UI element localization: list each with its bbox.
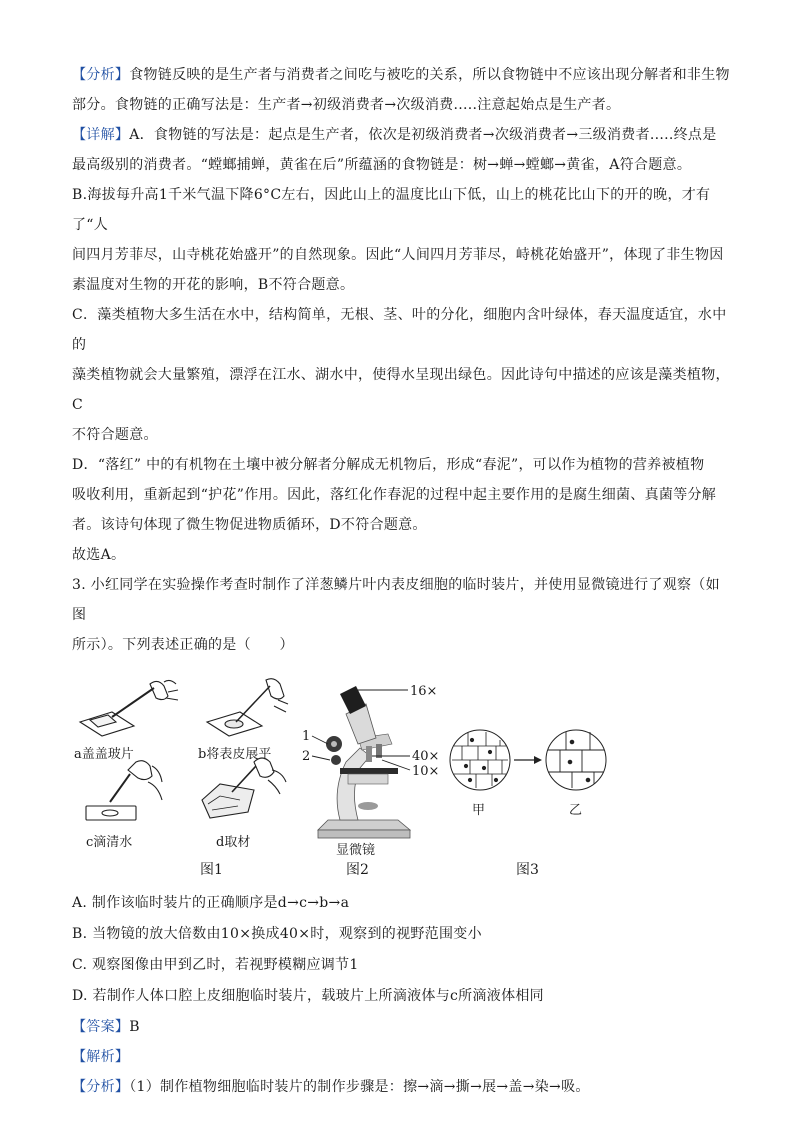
step-b-label: b将表皮展平: [198, 747, 272, 762]
detail-c-line-3: 不符合题意。: [72, 427, 158, 443]
detail-a-line-2: 最高级别的消费者。“螳螂捕蝉，黄雀在后”所蕴涵的食物链是：树→蝉→螳螂→黄雀，A符合题意。: [72, 157, 692, 173]
detail-a-line-1: [72, 120, 732, 150]
option-c: C. 观察图像由甲到乙时，若视野模糊应调节1: [72, 957, 359, 973]
conclusion-line: 故选A。: [72, 547, 126, 563]
question-3-stem-1: 3. 小红同学在实验操作考查时制作了洋葱鳞片叶内表皮细胞的临时装片，并使用显微镜进行了观察（如图: [72, 577, 720, 623]
fenxi-2-text: （1）制作植物细胞临时装片的制作步骤是：擦→滴→撕→展→盖→染→吸。: [129, 1079, 590, 1095]
xiangjie-a-1: A．食物链的写法是：起点是生产者，依次是初级消费者→次级消费者→三级消费者.....终点是: [129, 127, 717, 143]
detail-d-line-3: 者。该诗句体现了微生物促进物质循环，D不符合题意。: [72, 517, 427, 533]
detail-b-line-3: 素温度对生物的开花的影响，B不符合题意。: [72, 277, 355, 293]
detail-c-line-2: 藻类植物就会大量繁殖，漂浮在江水、湖水中，使得水呈现出绿色。因此诗句中描述的应该是藻类植物，C: [72, 367, 730, 413]
detail-b-line-1: B.海拔每升高1千米气温下降6°C左右，因此山上的温度比山下低，山上的桃花比山下的开的晚，才有了“人: [72, 187, 711, 233]
detail-b-line-2: 间四月芳菲尽，山寺桃花始盛开”的自然现象。因此“人间四月芳菲尽，峙桃花始盛开”，体现了非生物因: [72, 247, 724, 263]
option-a: A. 制作该临时装片的正确顺序是d→c→b→a: [72, 895, 350, 911]
figure-1-caption: 图1: [200, 862, 223, 878]
fenxi-tag: 【分析】: [72, 67, 130, 83]
detail-c-line-1: C．藻类植物大多生活在水中，结构简单，无根、茎、叶的分化，细胞内含叶绿体，春天温度适宜，水中的: [72, 307, 727, 353]
question-3-options: [72, 888, 732, 1012]
view-arrow-head: [534, 756, 542, 764]
eyepiece-magnification: 16×: [410, 684, 438, 699]
question-3-figures: [72, 674, 732, 886]
objective-40x: 40×: [412, 749, 440, 764]
step-a-label: a盖盖玻片: [74, 747, 134, 762]
step-c-label: c滴清水: [86, 835, 133, 850]
knob-label-2: 2: [302, 749, 311, 764]
figure-3-caption: 图3: [516, 862, 539, 878]
microscope-caption: 显微镜: [336, 843, 376, 858]
document-page: [72, 60, 732, 1102]
figure-2-caption: 图2: [346, 862, 369, 878]
fenxi-2-line: [72, 1072, 732, 1102]
objective-10x: 10×: [412, 764, 440, 779]
detail-d-line-2: 吸收利用，重新起到“护花”作用。因此，落红化作春泥的过程中起主要作用的是腐生细菌、真菌等分解: [72, 487, 717, 503]
question-3-stem-2: 所示）。下列表述正确的是（ ）: [72, 637, 294, 653]
answer-line: [72, 1012, 732, 1042]
xiangjie-tag: 【详解】: [72, 127, 130, 143]
step-b-illustration: [207, 679, 288, 736]
fenxi-tag-2: 【分析】: [72, 1079, 130, 1095]
knob-label-1: 1: [302, 729, 311, 744]
answer-value: B: [129, 1019, 140, 1035]
view-yi-label: 乙: [569, 803, 583, 818]
microscope-illustration: [312, 686, 410, 838]
detail-d-line-1: D．“落红” 中的有机物在土壤中被分解者分解成无机物后，形成“春泥”，可以作为植物的营养被植物: [72, 457, 705, 473]
answer-tag: 【答案】: [72, 1019, 130, 1035]
fenxi-text-1: 食物链反映的是生产者与消费者之间吃与被吃的关系，所以食物链中不应该出现分解者和非生物: [129, 67, 730, 83]
jiexi-line: [72, 1042, 732, 1072]
option-d: D. 若制作人体口腔上皮细胞临时装片，载玻片上所滴液体与c所滴液体相同: [72, 988, 544, 1004]
view-jia-label: 甲: [472, 803, 486, 818]
analysis-line-2: 部分。食物链的正确写法是：生产者→初级消费者→次级消费.....注意起始点是生产者。: [72, 97, 621, 113]
option-b: B. 当物镜的放大倍数由10×换成40×时，观察到的视野范围变小: [72, 926, 482, 942]
jiexi-tag: 【解析】: [72, 1049, 130, 1065]
step-d-label: d取材: [216, 835, 251, 850]
step-c-illustration: [86, 761, 162, 820]
figure-illustration: [72, 674, 732, 886]
step-d-illustration: [202, 758, 286, 818]
analysis-line-1: [72, 60, 732, 90]
view-yi-illustration: [546, 730, 606, 790]
step-a-illustration: [80, 680, 178, 736]
view-jia-illustration: [450, 730, 510, 790]
